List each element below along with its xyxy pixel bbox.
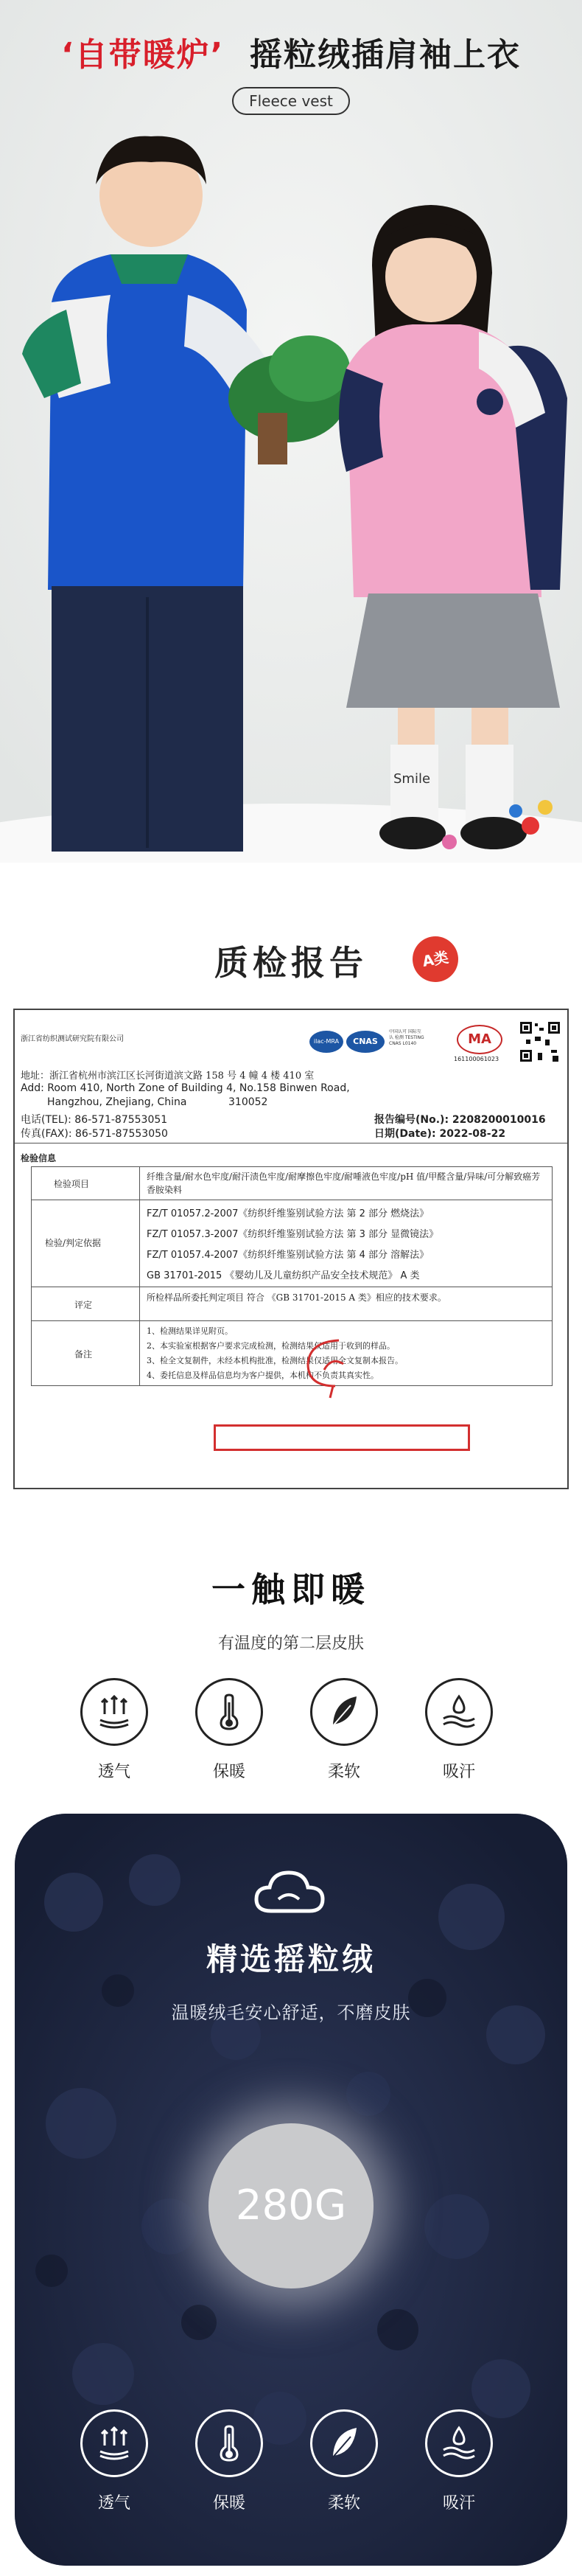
fax: 传真(FAX): 86-571-87553050 xyxy=(21,1128,168,1140)
remark-line: 2、本实验室根据客户要求完成检测，检测结果仅适用于收到的样品。 xyxy=(147,1341,395,1351)
row-value: 纤维含量/耐水色牢度/耐汗渍色牢度/耐摩擦色牢度/耐唾液色牢度/pH 值/甲醛含量/异味/可分解致癌芳香胺染料 xyxy=(147,1172,541,1195)
fabric-weight: 280G xyxy=(235,2182,347,2229)
standard-line: FZ/T 01057.2-2007《纺织纤维鉴别试验方法 第 2 部分 燃烧法》 xyxy=(147,1208,430,1219)
cloud-icon xyxy=(250,1865,332,1924)
feature-sweat xyxy=(411,1678,507,1782)
row-label: 评定 xyxy=(74,1300,93,1310)
report-date: 日期(Date): 2022-08-22 xyxy=(374,1128,506,1140)
feature-label: 吸汗 xyxy=(442,2494,475,2513)
ilac-logo: ilac-MRA xyxy=(309,1031,343,1053)
remark-line: 4、委托信息及样品信息均为客户提供，本机构不负责其真实性。 xyxy=(147,1371,379,1380)
standard-line: GB 31701-2015 《婴幼儿及儿童纺织产品安全技术规范》 A 类 xyxy=(147,1270,420,1281)
breathable-icon xyxy=(80,2409,148,2477)
feature-warm xyxy=(181,1678,277,1782)
warmth-subtitle: 有温度的第二层皮肤 xyxy=(217,1635,364,1653)
feature-label: 吸汗 xyxy=(442,1763,475,1781)
remark-line: 3、检全文复制件，未经本机构批准，检测结果仅适用全文复制本报告。 xyxy=(147,1356,403,1365)
feature-label: 柔软 xyxy=(327,1763,360,1781)
sock-patch-text: Smile xyxy=(393,771,431,787)
feather-icon xyxy=(310,2409,378,2477)
feature-label: 柔软 xyxy=(327,2494,360,2513)
inspection-table xyxy=(31,1166,553,1386)
section-heading: 检验信息 xyxy=(21,1153,57,1163)
row-label: 检验项目 xyxy=(54,1179,90,1189)
quality-report-title: 质检报告 xyxy=(214,943,368,983)
feature-warm xyxy=(181,2409,277,2513)
hero-banner xyxy=(0,0,582,863)
cma-logo: MA xyxy=(457,1025,502,1054)
hero-title-main: 摇粒绒插肩袖上衣 xyxy=(250,36,522,74)
report-number: 报告编号(No.): 2208200010016 xyxy=(374,1114,546,1126)
address-en-line2: Hangzhou, Zhejiang, China xyxy=(47,1096,187,1108)
feature-label: 透气 xyxy=(97,1763,130,1781)
feature-breathable xyxy=(66,1678,162,1782)
row-value: 所检样品所委托判定项目 符合 《GB 31701-2015 A 类》相应的技术要求。 xyxy=(147,1292,446,1303)
feather-icon xyxy=(310,1678,378,1746)
thermometer-icon xyxy=(195,1678,263,1746)
sweat-absorb-icon xyxy=(425,1678,493,1746)
hero-title-highlight: ‘自带暖炉’ xyxy=(60,36,225,74)
standard-line: FZ/T 01057.3-2007《纺织纤维鉴别试验方法 第 3 部分 显微镜法》 xyxy=(147,1229,439,1240)
thermometer-icon xyxy=(195,2409,263,2477)
certification-logos xyxy=(309,1026,457,1063)
feature-breathable xyxy=(66,2409,162,2513)
row-label: 备注 xyxy=(74,1349,93,1360)
feature-label: 透气 xyxy=(97,2494,130,2513)
lab-name: 浙江省纺织测试研究院有限公司 xyxy=(21,1035,124,1043)
sweat-absorb-icon xyxy=(425,2409,493,2477)
redaction-box xyxy=(214,1424,470,1451)
fleece-title: 精选摇粒绒 xyxy=(206,1941,376,1977)
hero-title xyxy=(0,28,582,75)
feature-soft xyxy=(296,2409,392,2513)
red-stamp-mark xyxy=(295,1334,361,1401)
test-report-document xyxy=(13,1009,569,1489)
address-en-line1: Add: Room 410, North Zone of Building 4, No.158 Binwen Road, xyxy=(21,1082,350,1094)
feature-label: 保暖 xyxy=(212,1763,245,1781)
feature-label: 保暖 xyxy=(212,2494,245,2513)
grade-a-badge: A类 xyxy=(409,933,462,986)
qr-code-icon xyxy=(519,1020,561,1063)
feature-soft xyxy=(296,1678,392,1782)
remark-line: 1、检测结果详见附页。 xyxy=(147,1326,233,1336)
cnas-text: 中国认可 国际互认 检测 TESTING CNAS L0140 xyxy=(389,1029,424,1046)
row-label: 检验/判定依据 xyxy=(45,1238,102,1248)
telephone: 电话(TEL): 86-571-87553051 xyxy=(21,1114,168,1126)
product-tag: Fleece vest xyxy=(232,87,350,115)
fleece-subtitle: 温暖绒毛安心舒适，不磨皮肤 xyxy=(171,2002,411,2023)
standard-line: FZ/T 01057.4-2007《纺织纤维鉴别试验方法 第 4 部分 溶解法》 xyxy=(147,1250,430,1261)
breathable-icon xyxy=(80,1678,148,1746)
hero-photo xyxy=(0,0,582,863)
postcode: 310052 xyxy=(228,1096,268,1108)
address-cn: 地址：浙江省杭州市滨江区长河街道滨文路 158 号 4 幢 4 楼 410 室 xyxy=(21,1071,315,1082)
cma-number: 161100061023 xyxy=(454,1056,499,1062)
cnas-logo: CNAS xyxy=(346,1031,385,1053)
warmth-title: 一触即暖 xyxy=(211,1570,371,1609)
feature-sweat xyxy=(411,2409,507,2513)
